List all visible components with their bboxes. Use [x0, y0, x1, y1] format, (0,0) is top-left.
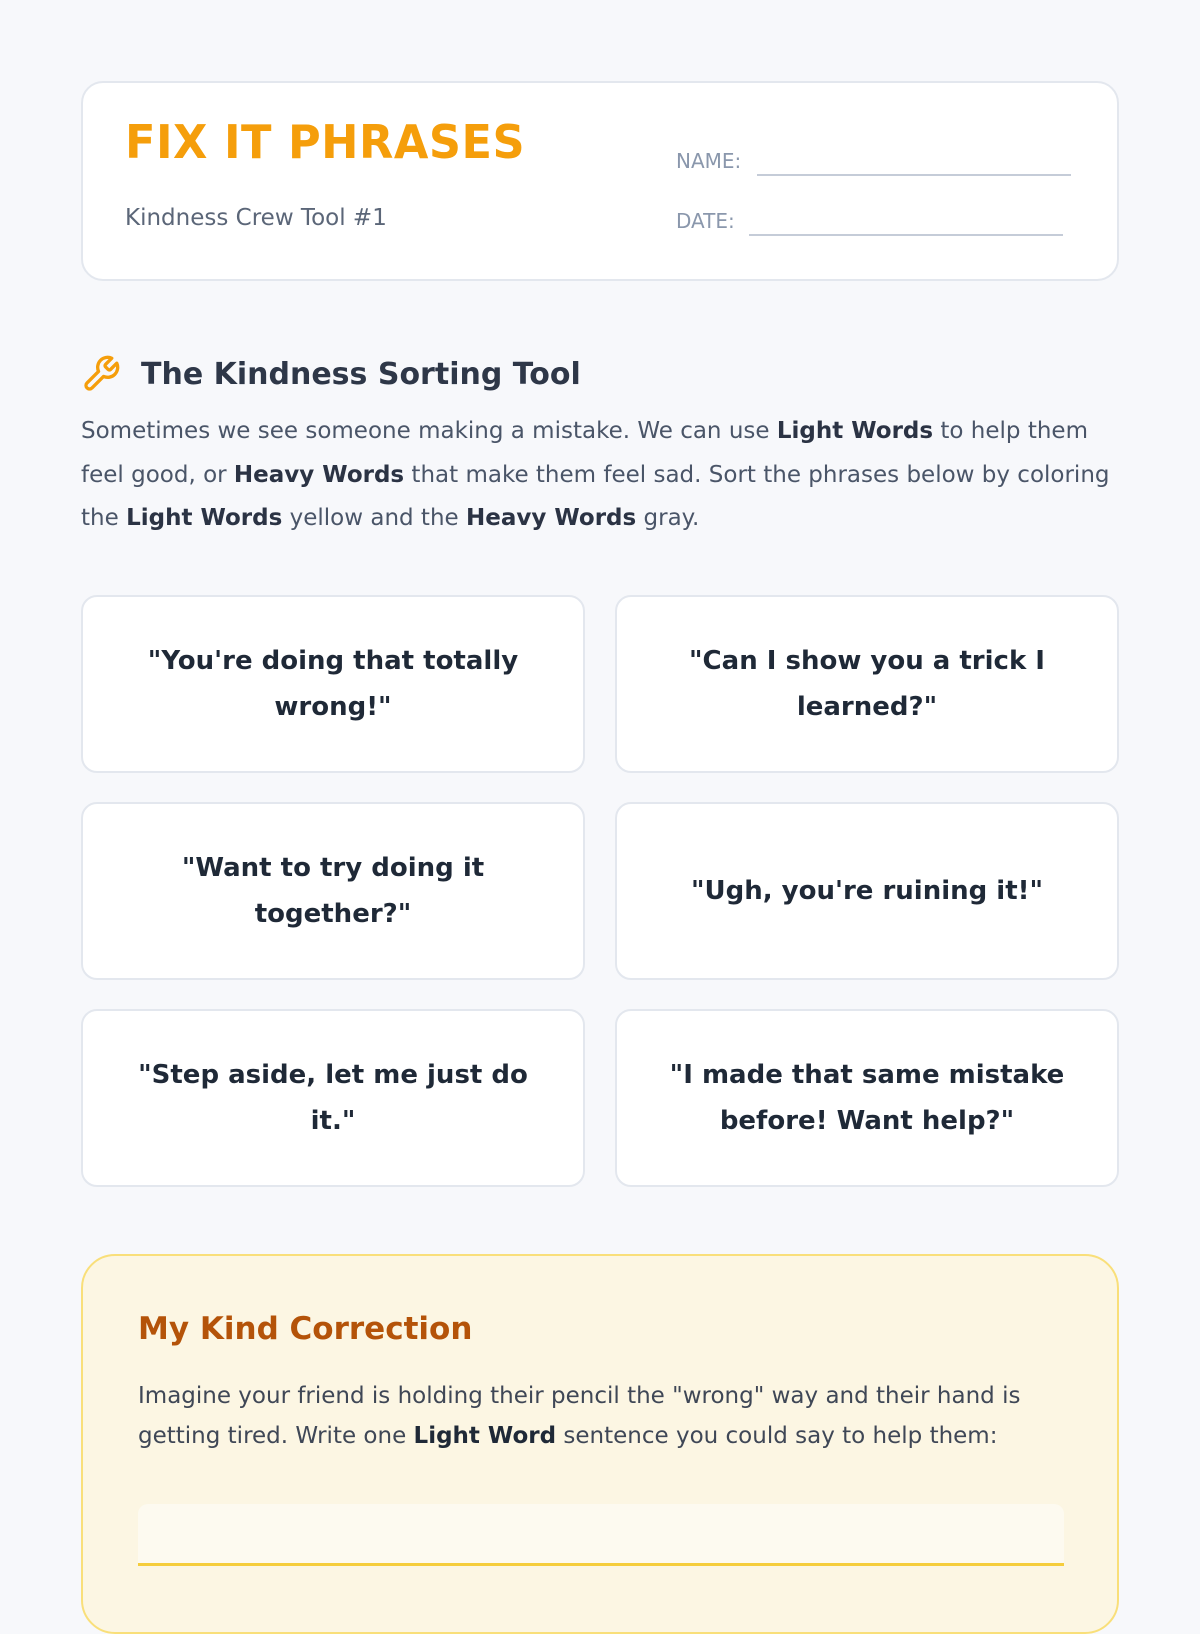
kind-correction-title: My Kind Correction — [138, 1311, 473, 1347]
kind-correction-prompt — [138, 1376, 1058, 1456]
phrase-card[interactable] — [615, 1009, 1119, 1187]
bold-term: Light Word — [413, 1423, 557, 1449]
phrase-text: "You're doing that totally wrong!" — [147, 646, 519, 722]
text-run: yellow and the — [282, 505, 466, 531]
section-title: The Kindness Sorting Tool — [141, 356, 581, 392]
text-run: that make them feel sad. Sort the phrases below by coloring the — [81, 461, 1110, 531]
bold-term: Light Words — [126, 505, 283, 531]
phrase-card[interactable] — [615, 595, 1119, 773]
text-run: Sometimes we see someone making a mistake. We can use — [81, 418, 777, 444]
page-title: FIX IT PHRASES — [125, 115, 526, 169]
text-run: Imagine your friend is holding their pencil the "wrong" way and their hand is getting tired. Write one — [138, 1383, 1021, 1449]
phrase-card[interactable] — [615, 802, 1119, 980]
name-label: NAME: — [676, 149, 742, 173]
text-run: gray. — [636, 505, 700, 531]
instructions-text — [81, 410, 1131, 541]
phrase-text: "Step aside, let me just do it." — [138, 1060, 528, 1136]
phrase-card[interactable] — [81, 1009, 585, 1187]
header-card — [81, 81, 1119, 281]
phrase-text: "I made that same mistake before! Want help?" — [669, 1060, 1065, 1136]
text-run: sentence you could say to help them: — [556, 1423, 998, 1449]
page-subtitle: Kindness Crew Tool #1 — [125, 205, 387, 231]
date-label: DATE: — [676, 209, 735, 233]
bold-term: Heavy Words — [233, 461, 405, 488]
text-run: to help them feel good, or — [81, 418, 1088, 488]
bold-term: Light Words — [776, 418, 934, 444]
date-field-line[interactable] — [749, 234, 1063, 236]
phrase-card[interactable] — [81, 595, 585, 773]
section-heading — [81, 352, 581, 396]
phrase-text: "Can I show you a trick I learned?" — [689, 646, 1045, 722]
phrase-text: "Want to try doing it together?" — [181, 853, 485, 929]
name-field-line[interactable] — [757, 174, 1071, 176]
kind-correction-answer-input[interactable] — [138, 1504, 1064, 1566]
wrench-icon — [81, 354, 121, 394]
phrase-card[interactable] — [81, 802, 585, 980]
phrase-text: "Ugh, you're ruining it!" — [690, 876, 1044, 906]
bold-term: Heavy Words — [465, 505, 637, 531]
kind-correction-card — [81, 1254, 1119, 1634]
